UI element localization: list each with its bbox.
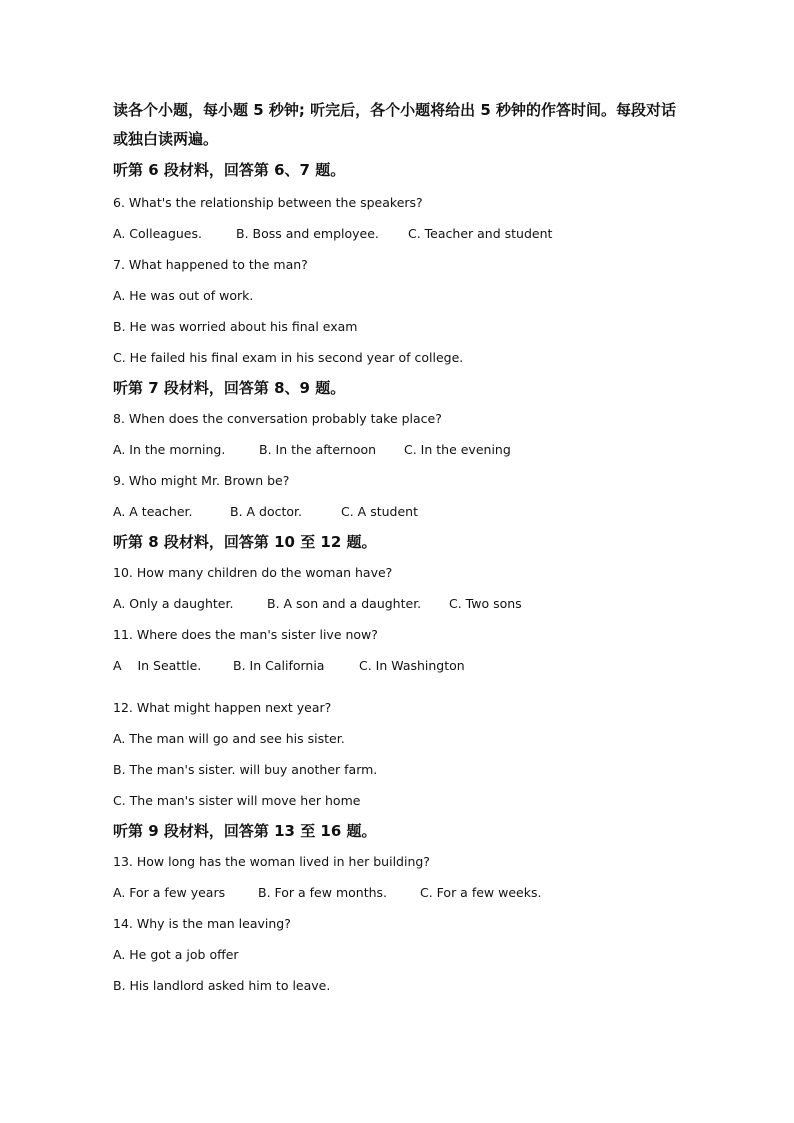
question-8: 8. When does the conversation probably take place? (113, 411, 442, 426)
question-13-options (113, 884, 713, 901)
question-12: 12. What might happen next year? (113, 700, 332, 715)
option-c: C. A student (341, 504, 418, 519)
section-heading: 听第 8 段材料，回答第 10 至 12 题。 (113, 533, 377, 551)
option-a: A. A teacher. (113, 504, 193, 519)
option-b: B. Boss and employee. (236, 226, 379, 241)
question-7: 7. What happened to the man? (113, 257, 308, 272)
question-6: 6. What's the relationship between the speakers? (113, 195, 423, 210)
question-11: 11. Where does the man's sister live now? (113, 627, 378, 642)
section-heading: 听第 9 段材料，回答第 13 至 16 题。 (113, 822, 377, 840)
question-10-options (113, 595, 713, 612)
option-c: C. He failed his final exam in his second year of college. (113, 350, 464, 365)
option-b: B. A son and a daughter. (267, 596, 422, 611)
option-b: B. The man's sister. will buy another farm. (113, 762, 378, 777)
option-b: B. He was worried about his final exam (113, 319, 358, 334)
question-14: 14. Why is the man leaving? (113, 916, 291, 931)
question-10: 10. How many children do the woman have? (113, 565, 393, 580)
option-a: A. For a few years (113, 885, 226, 900)
option-c: C. For a few weeks. (420, 885, 542, 900)
question-9: 9. Who might Mr. Brown be? (113, 473, 290, 488)
option-a: A. Colleagues. (113, 226, 202, 241)
option-b: B. In the afternoon (259, 442, 377, 457)
question-9-options (113, 503, 713, 520)
option-a: A. He was out of work. (113, 288, 254, 303)
option-b: B. For a few months. (258, 885, 388, 900)
intro-line-1: 读各个小题，每小题 5 秒钟; 听完后，各个小题将给出 5 秒钟的作答时间。每段对话 (113, 101, 676, 119)
option-a: A. The man will go and see his sister. (113, 731, 345, 746)
option-c: C. Teacher and student (408, 226, 553, 241)
option-a: A. He got a job offer (113, 947, 239, 962)
exam-page (113, 96, 713, 994)
option-b: B. In California (233, 658, 325, 673)
option-c: C. Two sons (449, 596, 522, 611)
option-c: C. In the evening (404, 442, 511, 457)
question-8-options (113, 441, 713, 458)
question-11-options (113, 657, 713, 674)
option-c: C. The man's sister will move her home (113, 793, 361, 808)
option-a: A In Seattle. (113, 658, 202, 673)
section-heading: 听第 7 段材料，回答第 8、9 题。 (113, 379, 346, 397)
option-a: A. In the morning. (113, 442, 226, 457)
question-13: 13. How long has the woman lived in her building? (113, 854, 430, 869)
option-a: A. Only a daughter. (113, 596, 234, 611)
option-c: C. In Washington (359, 658, 465, 673)
intro-line-2: 或独白读两遍。 (113, 130, 219, 148)
section-heading: 听第 6 段材料，回答第 6、7 题。 (113, 161, 346, 179)
question-6-options (113, 225, 713, 242)
option-b: B. His landlord asked him to leave. (113, 978, 331, 993)
option-b: B. A doctor. (230, 504, 303, 519)
